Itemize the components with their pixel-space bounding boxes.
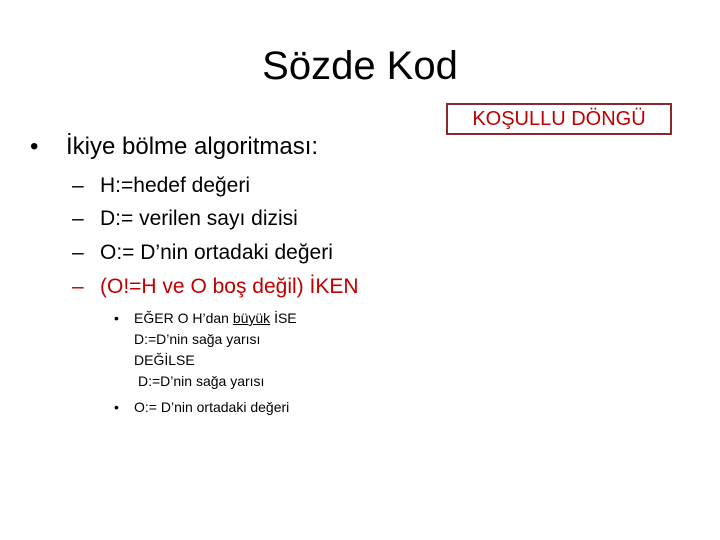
conditional-loop-badge: KOŞULLU DÖNGÜ — [446, 103, 672, 135]
sub-line-then: D:=D’nin sağa yarısı — [134, 331, 261, 347]
dash-item-middle — [72, 241, 333, 265]
dash-item-array — [72, 207, 298, 231]
bullet-text: İkiye bölme algoritması: — [66, 133, 319, 160]
sub-text: O:= D’nin ortadaki değeri — [134, 399, 290, 415]
dash-text: H:=hedef değeri — [100, 174, 251, 197]
sub-item-middle — [114, 399, 289, 415]
dash-marker: – — [72, 241, 84, 264]
bullet-marker: • — [30, 133, 39, 160]
bullet-bisection — [30, 133, 318, 161]
dash-marker: – — [72, 174, 84, 197]
dash-text: D:= verilen sayı dizisi — [100, 207, 298, 230]
dash-marker: – — [72, 207, 84, 230]
dot-marker: • — [114, 399, 119, 415]
dot-marker: • — [114, 310, 119, 326]
sub-line-else: DEĞİLSE — [134, 352, 195, 368]
sub-text-underlined: büyük — [232, 310, 271, 326]
sub-item-if — [114, 310, 297, 326]
dash-item-while — [72, 275, 359, 299]
sub-text-c: İSE — [270, 310, 297, 326]
dash-text: (O!=H ve O boş değil) İKEN — [100, 275, 359, 298]
sub-line-else-body: D:=D’nin sağa yarısı — [138, 373, 265, 389]
dash-text: O:= D’nin ortadaki değeri — [100, 241, 333, 264]
dash-marker: – — [72, 275, 84, 298]
dash-item-target — [72, 174, 250, 198]
sub-text-a: EĞER O H’dan — [134, 310, 233, 326]
slide-title: Sözde Kod — [262, 44, 458, 88]
